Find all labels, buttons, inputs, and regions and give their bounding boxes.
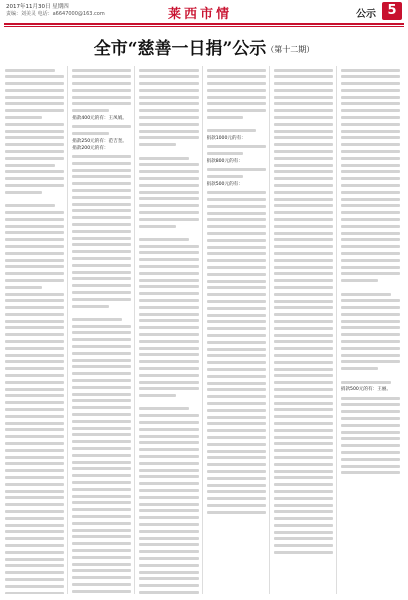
notice-snippet: 捐款500元的有：王丽。 [340,387,391,393]
section-heading-placeholder [5,69,55,72]
section-heading-placeholder [341,293,391,296]
section-heading-placeholder [5,204,55,207]
headline-main: 全市“慈善一日捐”公示 [93,39,267,59]
notice-snippet: 捐款800元的有： [206,159,243,165]
section-name: 公示 [356,9,376,20]
page-number-badge: 5 [382,2,402,20]
notice-snippet: 捐款1000元的有： [206,136,246,142]
column-5 [274,66,337,594]
section-heading-placeholder [72,318,122,321]
issue-date: 2017年11月30日 星期四 [6,4,69,10]
section-heading-placeholder [139,407,189,410]
section-heading-placeholder [341,381,391,384]
notice-snippet: 捐款400元的有：王凤娟。 [72,116,127,122]
section-heading-placeholder [139,157,189,160]
column-4 [207,66,270,594]
header-divider [4,23,404,25]
section-heading-placeholder [139,238,189,241]
header-divider-thin [4,26,404,27]
column-3 [139,66,202,594]
headline-issue: （第十二期） [266,45,315,54]
notice-snippet: 捐款200元的有： [72,145,109,151]
section-heading-placeholder [207,129,257,132]
editor-line: 责编：刘美灵 电话：a6647000@163.com [6,11,105,17]
page-headline [0,34,408,59]
column-1 [5,66,68,594]
column-2 [72,66,135,594]
notice-snippet: 捐款500元的有： [206,181,243,187]
notice-snippet: 捐款250元的有：范吉奎。 [72,138,127,144]
notice-columns [5,66,403,594]
paper-name: 莱西市情 [167,7,232,22]
masthead [0,0,408,24]
column-6 [341,66,403,594]
date-line [6,4,105,18]
